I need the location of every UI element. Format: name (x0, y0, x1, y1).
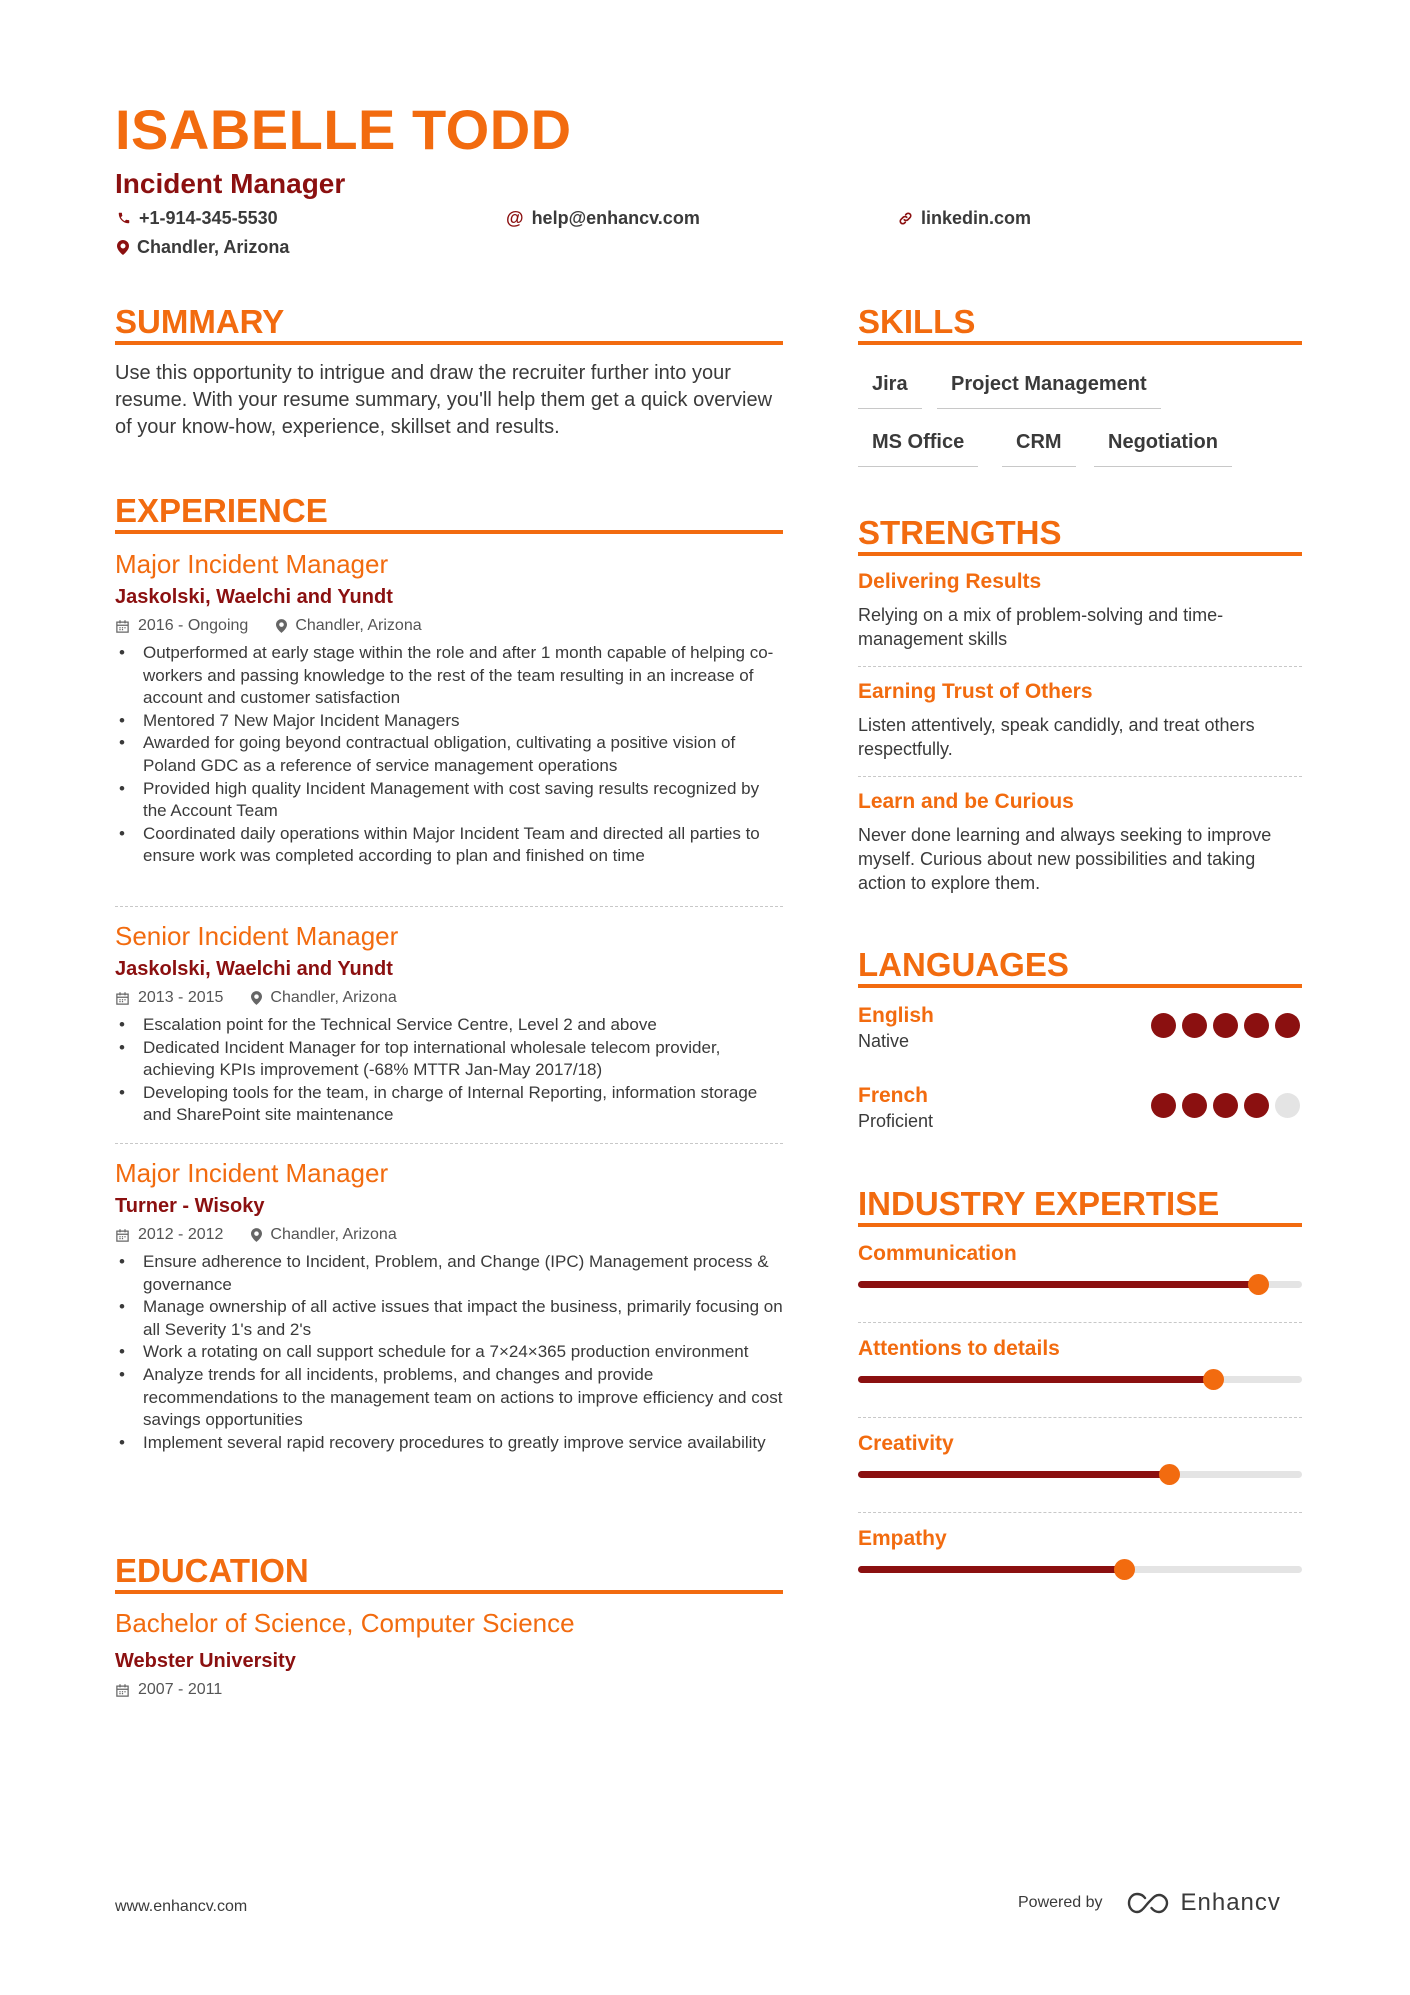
linkedin-text: linkedin.com (921, 208, 1032, 228)
brand-logo[interactable] (1127, 1889, 1281, 1917)
language-rating (1151, 1093, 1300, 1118)
expertise-divider (858, 1322, 1302, 1323)
skill-tag: Negotiation (1094, 430, 1232, 467)
bullet-item: • Work a rotating on call support schedule for a 7×24×365 production environment (115, 1341, 783, 1364)
expertise-item (858, 1336, 1302, 1362)
language-name: French (858, 1084, 929, 1107)
expertise-item (858, 1241, 1302, 1267)
summary-rule (115, 341, 783, 345)
job-role: Major Incident Manager (115, 549, 389, 579)
contact-phone[interactable] (117, 207, 278, 229)
footer-branding (1018, 1889, 1281, 1917)
brand-name: Enhancv (1180, 1889, 1281, 1916)
calendar-icon (115, 619, 130, 634)
candidate-title: Incident Manager (115, 168, 346, 199)
bullet-item: • Manage ownership of all active issues that impact the business, primarily focusing on all Severity 1's and 2's (115, 1296, 783, 1341)
rating-dot-filled (1244, 1013, 1269, 1038)
education-school: Webster University (115, 1650, 296, 1672)
job-dates: 2012 - 2012 (115, 1225, 223, 1245)
language-level: Proficient (858, 1111, 934, 1131)
expertise-bar-knob (1203, 1369, 1224, 1390)
job-company: Turner - Wisoky (115, 1195, 265, 1217)
rating-dot-filled (1275, 1013, 1300, 1038)
job-entry (115, 548, 783, 868)
bullet-item: • Developing tools for the team, in charge of Internal Reporting, information storage and SharePoint site maintenance (115, 1082, 783, 1127)
job-bullets (115, 1251, 783, 1454)
phone-text: +1-914-345-5530 (139, 208, 278, 228)
calendar-icon (115, 1683, 130, 1698)
contact-location (117, 236, 289, 258)
link-icon (898, 211, 913, 226)
bullet-item: • Dedicated Incident Manager for top international wholesale telecom provider, achieving KPIs improvement (-68% MTTR Jan-May 2017/18) (115, 1037, 783, 1082)
expertise-item (858, 1431, 1302, 1457)
strength-desc: Listen attentively, speak candidly, and treat others respectfully. (858, 715, 1255, 759)
expertise-name: Empathy (858, 1527, 947, 1550)
expertise-heading: INDUSTRY EXPERTISE (858, 1185, 1220, 1222)
job-company: Jaskolski, Waelchi and Yundt (115, 958, 393, 980)
expertise-bar (858, 1376, 1302, 1383)
skill-tag: MS Office (858, 430, 978, 467)
job-divider (115, 1143, 783, 1144)
job-meta (115, 988, 783, 1008)
calendar-icon (115, 991, 130, 1006)
strength-divider (858, 776, 1302, 777)
location-pin-icon (251, 991, 262, 1005)
rating-dot-filled (1213, 1093, 1238, 1118)
expertise-bar-knob (1159, 1464, 1180, 1485)
skills-rule (858, 341, 1302, 345)
rating-dot-filled (1182, 1093, 1207, 1118)
expertise-bar-knob (1248, 1274, 1269, 1295)
bullet-item: • Analyze trends for all incidents, problems, and changes and provide recommendations to the management team on actions to improve efficiency and cost savings opportunities (115, 1364, 783, 1432)
location-pin-icon (276, 619, 287, 633)
strengths-rule (858, 552, 1302, 556)
bullet-item: • Implement several rapid recovery procedures to greatly improve service availability (115, 1432, 783, 1455)
expertise-name: Communication (858, 1242, 1017, 1265)
calendar-icon (115, 1228, 130, 1243)
job-meta (115, 616, 783, 636)
languages-rule (858, 984, 1302, 988)
rating-dot-filled (1151, 1093, 1176, 1118)
skill-tag: Jira (858, 372, 922, 409)
job-meta (115, 1225, 783, 1245)
footer-website[interactable]: www.enhancv.com (115, 1898, 248, 1915)
job-location: Chandler, Arizona (276, 616, 421, 636)
strength-item (858, 789, 1302, 895)
expertise-bar (858, 1471, 1302, 1478)
expertise-name: Attentions to details (858, 1337, 1060, 1360)
contact-email[interactable] (506, 207, 700, 229)
strength-title: Earning Trust of Others (858, 680, 1093, 703)
expertise-bar-knob (1114, 1559, 1135, 1580)
job-bullets (115, 1014, 783, 1127)
education-dates: 2007 - 2011 (115, 1680, 222, 1700)
strengths-heading: STRENGTHS (858, 514, 1062, 551)
bullet-item: • Outperformed at early stage within the role and after 1 month capable of helping co-workers and passing knowledge to the rest of the team resulting in an increase of account and customer satisfaction (115, 642, 783, 710)
education-heading: EDUCATION (115, 1552, 309, 1589)
rating-dot-filled (1244, 1093, 1269, 1118)
powered-by-text: Powered by (1018, 1894, 1103, 1911)
language-level: Native (858, 1031, 910, 1051)
strength-title: Learn and be Curious (858, 790, 1074, 813)
rating-dot-filled (1182, 1013, 1207, 1038)
strength-item (858, 569, 1302, 651)
location-text: Chandler, Arizona (137, 237, 290, 257)
language-rating (1151, 1013, 1300, 1038)
education-rule (115, 1590, 783, 1594)
job-entry (115, 1157, 783, 1454)
expertise-bar-fill (858, 1566, 1124, 1573)
rating-dot-filled (1151, 1013, 1176, 1038)
expertise-divider (858, 1512, 1302, 1513)
job-dates: 2016 - Ongoing (115, 616, 248, 636)
strength-desc: Relying on a mix of problem-solving and time-management skills (858, 605, 1224, 649)
languages-heading: LANGUAGES (858, 946, 1069, 983)
location-pin-icon (251, 1228, 262, 1242)
job-location: Chandler, Arizona (251, 988, 396, 1008)
experience-rule (115, 530, 783, 534)
skill-tag: CRM (1002, 430, 1076, 467)
email-text: help@enhancv.com (531, 208, 700, 228)
expertise-rule (858, 1223, 1302, 1227)
at-icon: @ (506, 208, 524, 228)
strength-title: Delivering Results (858, 570, 1042, 593)
bullet-item: • Escalation point for the Technical Service Centre, Level 2 and above (115, 1014, 783, 1037)
bullet-item: • Provided high quality Incident Management with cost saving results recognized by the Account Team (115, 778, 783, 823)
language-item (858, 1083, 1302, 1133)
job-divider (115, 906, 783, 907)
candidate-name: ISABELLE TODD (115, 98, 572, 161)
experience-heading: EXPERIENCE (115, 492, 328, 529)
strength-divider (858, 666, 1302, 667)
expertise-bar (858, 1281, 1302, 1288)
expertise-bar-fill (858, 1376, 1213, 1383)
job-dates: 2013 - 2015 (115, 988, 223, 1008)
job-role: Major Incident Manager (115, 1158, 389, 1188)
bullet-item: • Awarded for going beyond contractual obligation, cultivating a positive vision of Poland GDC as a reference of service management operations (115, 732, 783, 777)
strength-desc: Never done learning and always seeking to improve myself. Curious about new possibilities and taking action to explore them. (858, 825, 1272, 893)
expertise-item (858, 1526, 1302, 1552)
expertise-name: Creativity (858, 1432, 954, 1455)
job-bullets (115, 642, 783, 868)
job-entry (115, 920, 783, 1127)
enhancv-logo-icon (1127, 1892, 1171, 1914)
expertise-bar-fill (858, 1281, 1258, 1288)
expertise-bar-fill (858, 1471, 1169, 1478)
bullet-item: • Coordinated daily operations within Major Incident Team and directed all parties to ensure work was completed according to plan and finished on time (115, 823, 783, 868)
language-name: English (858, 1004, 934, 1027)
language-item (858, 1003, 1302, 1053)
phone-icon (117, 211, 131, 225)
summary-heading: SUMMARY (115, 303, 285, 340)
job-company: Jaskolski, Waelchi and Yundt (115, 586, 393, 608)
expertise-divider (858, 1417, 1302, 1418)
education-degree: Bachelor of Science, Computer Science (115, 1608, 575, 1638)
strength-item (858, 679, 1302, 761)
skills-heading: SKILLS (858, 303, 976, 340)
bullet-item: • Mentored 7 New Major Incident Managers (115, 710, 783, 733)
summary-text: Use this opportunity to intrigue and draw the recruiter further into your resume. With your resume summary, you'll help them get a quick overview of your know-how, experience, skillset and results. (115, 362, 773, 438)
contact-linkedin[interactable] (898, 207, 1031, 229)
location-pin-icon (117, 240, 129, 255)
rating-dot-filled (1213, 1013, 1238, 1038)
job-role: Senior Incident Manager (115, 921, 399, 951)
expertise-bar (858, 1566, 1302, 1573)
rating-dot-empty (1275, 1093, 1300, 1118)
job-location: Chandler, Arizona (251, 1225, 396, 1245)
skill-tag: Project Management (937, 372, 1161, 409)
bullet-item: • Ensure adherence to Incident, Problem, and Change (IPC) Management process & governance (115, 1251, 783, 1296)
